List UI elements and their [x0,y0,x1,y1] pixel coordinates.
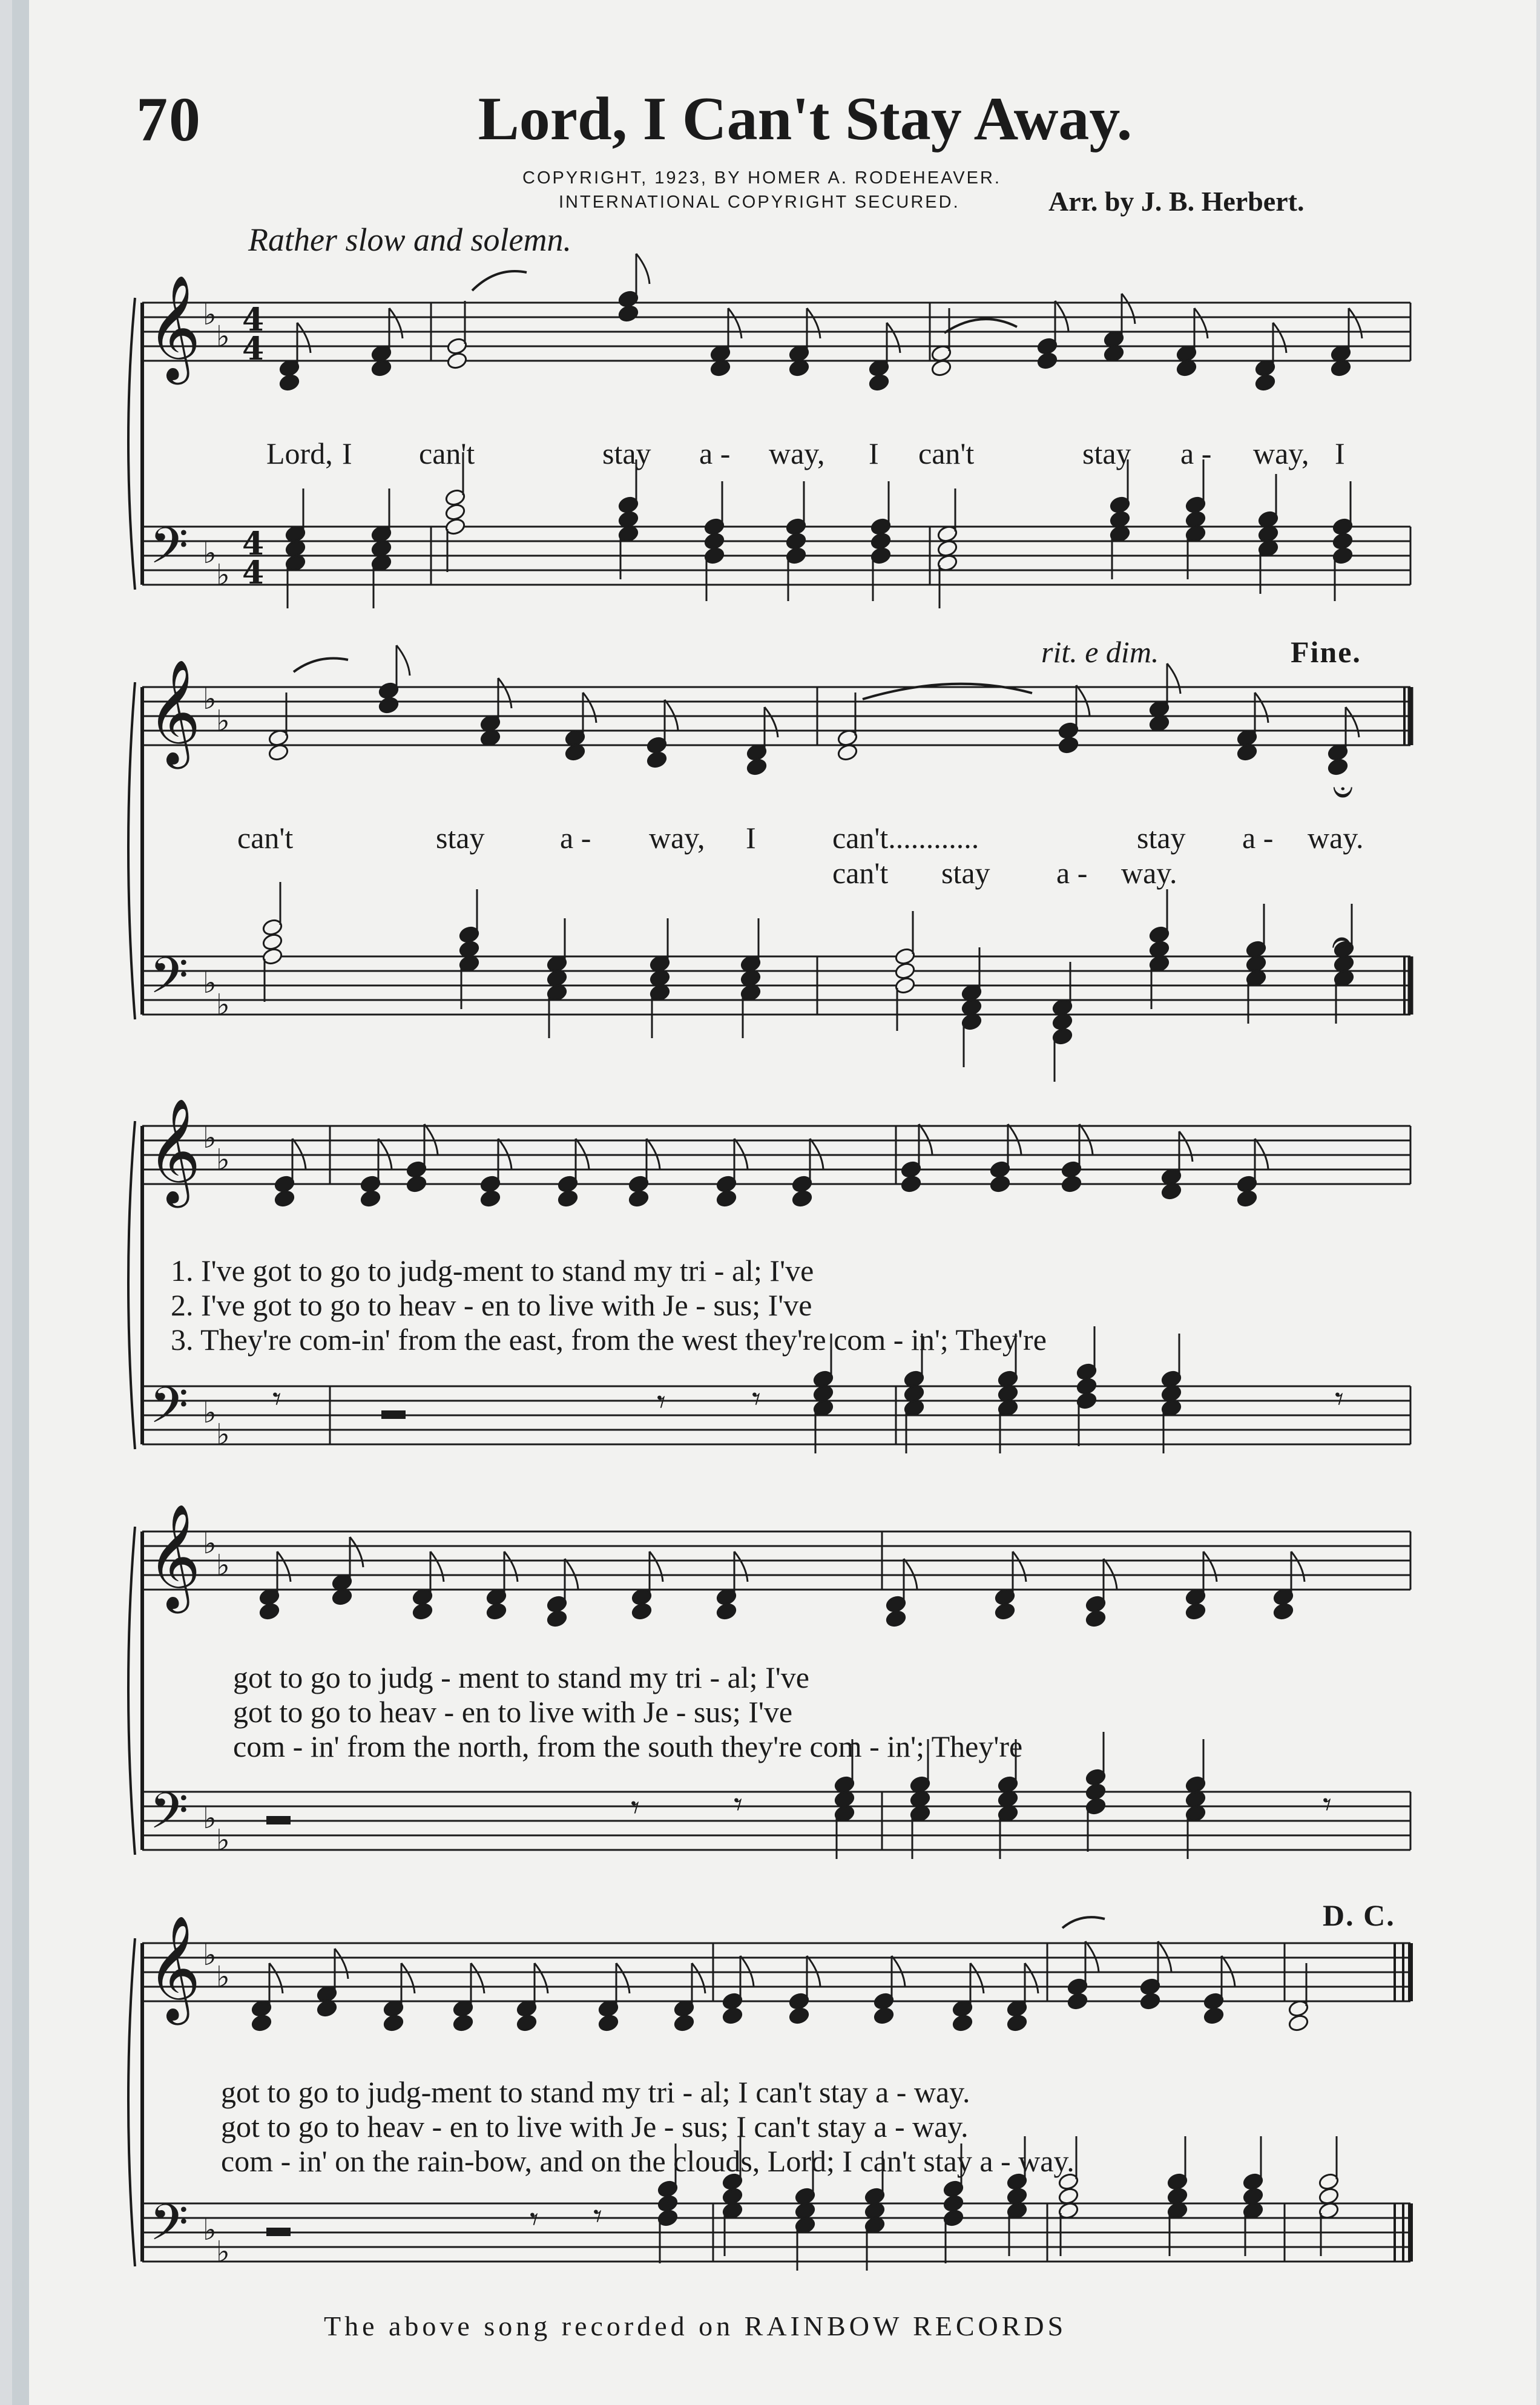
flat-sign-icon: ♭ [203,298,217,332]
note-flag [430,1551,444,1582]
chorus-line-2-word: a - [1242,821,1274,855]
note-flag [535,1963,548,1993]
note-flag [807,1956,820,1986]
flat-sign-icon: ♭ [216,988,230,1022]
note-flag [269,1963,283,1993]
chorus-line-1-word: can't [918,436,975,470]
note-flag [471,1963,484,1993]
copyright-line-1: COPYRIGHT, 1923, BY HOMER A. RODEHEAVER. [522,168,1001,188]
alto-note [597,2014,619,2033]
slur-icon [472,271,527,291]
note-flag [616,1963,630,1993]
system-2-brace [128,682,135,1019]
alto-note [873,2007,895,2025]
note-flag [1179,1131,1193,1162]
alto-note [673,2014,695,2033]
time-signature-bottom: 4 [242,554,265,591]
eighth-rest-icon: 𝄾 [1335,1380,1344,1419]
alto-note [628,1189,650,1208]
note-flag [1104,1559,1117,1589]
note-flag [1079,1124,1093,1154]
note-flag [1349,308,1362,338]
alto-note [1288,2014,1309,2033]
bass-clef-icon: 𝄢 [150,2193,189,2264]
time-signature-top: 4 [242,301,265,338]
flat-sign-icon: ♭ [216,1960,230,1994]
system-5-brace [128,1938,135,2266]
alto-note [452,2014,474,2033]
chorus-line-2-alt-word: stay [941,856,990,890]
note-flag [1255,693,1268,723]
flat-sign-icon: ♭ [216,1143,230,1177]
flat-sign-icon: ♭ [203,1938,217,1972]
alto-note [258,1602,280,1621]
alto-note [1254,373,1276,392]
flat-sign-icon: ♭ [216,320,230,354]
chorus-line-1-word: stay [1082,436,1131,470]
note-flag [665,700,678,730]
verse-1-line-a: 1. I've got to go to judg-ment to stand my tri - al; I've [171,1254,814,1288]
note-flag [1158,1941,1171,1972]
alto-note [1185,1602,1206,1621]
eighth-rest-icon: 𝄾 [752,1380,761,1419]
chorus-line-1-word: a - [699,436,731,470]
note-flag [1055,301,1068,331]
note-flag [1203,1551,1217,1582]
alto-note [516,2014,538,2033]
alto-note [631,1602,653,1621]
flat-sign-icon: ♭ [216,704,230,738]
treble-clef-icon: 𝄞 [147,275,201,380]
note-flag [810,1139,823,1169]
alto-note [278,373,300,392]
verse-1-line-b: got to go to judg - ment to stand my tri - al; I've [233,1660,809,1694]
flat-sign-icon: ♭ [203,682,217,716]
flat-sign-icon: ♭ [216,1823,230,1857]
chorus-line-2-word: stay [1137,821,1186,855]
chorus-line-2-alt-word: a - [1056,856,1088,890]
time-signature-top: 4 [242,525,265,562]
half-rest-icon [266,2228,291,2236]
note-flag [1273,323,1286,353]
footer-recording-note: The above song recorded on RAINBOW RECORDS [324,2311,1067,2341]
alto-note [378,696,400,715]
verse-3-line-b: com - in' from the north, from the south they're com - in'; They're [233,1729,1023,1763]
flat-sign-icon: ♭ [216,1548,230,1582]
note-flag [350,1537,363,1567]
note-flag [887,323,900,353]
quarter-rest-icon: 𝄾 [657,1383,666,1422]
eighth-rest-icon: 𝄾 [734,1785,743,1824]
flat-sign-icon: ♭ [203,1121,217,1155]
chorus-line-1-word: way, [1253,436,1309,470]
chorus-line-1-word: can't [419,436,475,470]
note-flag [807,308,820,338]
chorus-line-1-word: stay [602,436,651,470]
alto-note [1272,1602,1294,1621]
note-flag [892,1956,905,1986]
alto-note [446,352,468,370]
note-flag [576,1139,589,1169]
note-flag [277,1551,291,1582]
bass-clef-icon: 𝄢 [150,516,189,587]
note-flag [740,1956,754,1986]
rit-marking: rit. e dim. [1041,635,1159,669]
alto-note [646,751,668,769]
note-flag [919,1124,932,1154]
dc-marking: D. C. [1323,1898,1395,1932]
bass-note [1085,1783,1107,1801]
treble-clef-icon: 𝄞 [147,1504,201,1609]
alto-note [617,304,639,323]
bass-note [657,2194,679,2213]
bass-note [785,532,807,551]
note-flag [1008,1124,1021,1154]
alto-note [1203,2007,1225,2025]
note-flag [1122,294,1135,324]
note-flag [1222,1956,1235,1986]
verse-2-line-c: got to go to heav - en to live with Je - sus; I can't stay a - way. [221,2110,969,2143]
alto-note [885,1610,907,1628]
flat-sign-icon: ♭ [203,1801,217,1835]
chorus-line-2-alt-word: can't [832,856,889,890]
chorus-line-1-word: way, [769,436,825,470]
chorus-line-2-word: can't [237,821,294,855]
bass-note [1076,1377,1097,1396]
verse-3-line-c: com - in' on the rain-bow, and on the clouds, Lord; I can't stay a - way. [221,2144,1074,2178]
alto-note [1236,1189,1258,1208]
eighth-rest-icon: 𝄾 [1323,1785,1332,1824]
note-flag [1291,1551,1305,1582]
flat-sign-icon: ♭ [203,966,217,1000]
note-flag [335,1949,348,1979]
alto-note [412,1602,433,1621]
chorus-line-2-word: a - [560,821,591,855]
alto-note [546,1610,568,1628]
note-flag [650,1551,663,1582]
alto-note [557,1189,579,1208]
chorus-line-1-word: a - [1180,436,1212,470]
chorus-line-1-word: I [869,436,879,470]
flat-sign-icon: ♭ [203,2213,217,2247]
note-flag [904,1559,917,1589]
flat-sign-icon: ♭ [216,1418,230,1452]
fermata-icon: 𝄐 [1332,921,1352,963]
note-flag [1255,1139,1268,1169]
note-flag [734,1139,748,1169]
note-flag [292,1139,306,1169]
note-flag [647,1139,660,1169]
chorus-line-1-word: Lord, [266,436,333,470]
flat-sign-icon: ♭ [216,558,230,592]
note-flag [1167,663,1180,694]
flat-sign-icon: ♭ [203,1527,217,1561]
bass-note [444,503,466,522]
bass-clef-icon: 𝄢 [150,1376,189,1447]
treble-clef-icon: 𝄞 [147,1915,201,2021]
treble-clef-icon: 𝄞 [147,659,201,765]
alto-note [1085,1610,1107,1628]
alto-note [1058,736,1079,755]
fermata-icon: 𝄐 [1332,772,1353,814]
alto-note [868,373,890,392]
bass-note [894,962,916,981]
alto-note [360,1189,381,1208]
chorus-line-2-word: way. [1308,821,1364,855]
note-flag [692,1963,705,1993]
note-flag [565,1559,578,1589]
eighth-rest-icon: 𝄾 [593,2197,602,2236]
alto-note [479,1189,501,1208]
note-flag [1194,308,1208,338]
note-flag [378,1139,392,1169]
note-flag [401,1963,415,1993]
note-flag [424,1124,438,1154]
note-flag [1085,1941,1099,1972]
slur-icon [294,659,348,673]
chorus-line-2-alt-word: way. [1121,856,1177,890]
flat-sign-icon: ♭ [216,2235,230,2269]
alto-note [791,1189,813,1208]
flat-sign-icon: ♭ [203,1396,217,1430]
note-flag [765,707,778,737]
alto-note [1006,2014,1028,2033]
slur-icon [863,684,1032,699]
half-rest-icon [381,1410,406,1419]
system-4-brace [128,1527,135,1855]
chorus-line-2-word: I [746,821,756,855]
song-title: Lord, I Can't Stay Away. [478,85,1133,153]
note-flag [728,308,742,338]
alto-note [383,2014,404,2033]
chorus-line-2-word: can't............ [832,821,979,855]
note-flag [583,693,596,723]
arranger-credit: Arr. by J. B. Herbert. [1048,186,1305,217]
alto-note [485,1602,507,1621]
quarter-rest-icon: 𝄾 [631,1788,640,1828]
note-flag [970,1963,984,1993]
alto-note [788,2007,810,2025]
quarter-rest-icon: 𝄾 [530,2200,539,2239]
note-flag [1346,707,1359,737]
note-flag [734,1551,748,1582]
bass-note [703,532,725,551]
alto-note [994,1602,1016,1621]
verse-2-line-b: got to go to heav - en to live with Je - sus; I've [233,1695,793,1729]
alto-note [1067,1992,1088,2011]
alto-note [1139,1992,1161,2011]
bass-clef-icon: 𝄢 [150,1782,189,1852]
alto-note [952,2014,973,2033]
eighth-rest-icon: 𝄾 [272,1380,281,1419]
treble-clef-icon: 𝄞 [147,1098,201,1203]
alto-note [900,1175,922,1194]
system-1-brace [128,298,135,590]
note-flag [498,1139,512,1169]
chorus-line-1-word: I [342,436,352,470]
note-flag [389,308,403,338]
note-flag [397,645,410,676]
alto-note [746,758,768,777]
slur-icon [1062,1917,1105,1928]
alto-note [251,2014,272,2033]
time-signature-bottom: 4 [242,331,265,367]
note-flag [1013,1551,1026,1582]
note-flag [297,323,311,353]
alto-note [274,1189,295,1208]
note-flag [498,678,512,708]
alto-note [1061,1175,1082,1194]
bass-note [870,532,892,551]
note-flag [504,1551,518,1582]
alto-note [989,1175,1011,1194]
hymnal-page [12,0,1536,2405]
bass-note [1332,532,1354,551]
system-3-brace [128,1121,135,1449]
alto-note [722,2007,743,2025]
alto-note [406,1175,427,1194]
verse-3-line-a: 3. They're com-in' from the east, from the west they're com - in'; They're [171,1323,1047,1357]
tempo-marking: Rather slow and solemn. [248,222,571,258]
page-number: 70 [136,85,202,154]
note-flag [1025,1963,1038,1993]
bass-note [262,933,283,952]
chorus-line-2-word: stay [436,821,485,855]
chorus-line-2-word: way, [649,821,705,855]
note-flag [636,254,650,284]
half-rest-icon [266,1816,291,1824]
alto-note [716,1189,737,1208]
bass-clef-icon: 𝄢 [150,946,189,1017]
chorus-line-1-word: I [1335,436,1345,470]
alto-note [716,1602,737,1621]
copyright-line-2: INTERNATIONAL COPYRIGHT SECURED. [559,192,960,212]
verse-1-line-c: got to go to judg-ment to stand my tri - al; I can't stay a - way. [221,2075,970,2109]
flat-sign-icon: ♭ [203,536,217,570]
alto-note [1036,352,1058,370]
verse-2-line-a: 2. I've got to go to heav - en to live with Je - sus; I've [171,1288,812,1322]
bass-note [943,2194,964,2213]
note-flag [1076,685,1090,716]
fine-marking: Fine. [1291,635,1361,669]
music-notation [12,0,1536,2405]
